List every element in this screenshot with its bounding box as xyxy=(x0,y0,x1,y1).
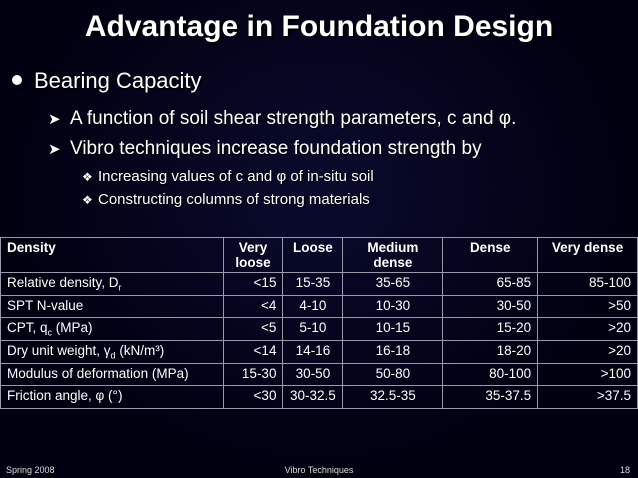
table-cell: >20 xyxy=(538,341,638,364)
table-cell: 32.5-35 xyxy=(343,386,443,409)
table-cell: <4 xyxy=(223,295,283,318)
table-cell: 18-20 xyxy=(443,341,538,364)
table-cell: <30 xyxy=(223,386,283,409)
diamond-bullet-icon: ❖ xyxy=(82,170,93,184)
table-row xyxy=(1,273,638,296)
sub-sub-bullet-text: Increasing values of c and φ of in-situ soil xyxy=(98,168,374,185)
arrow-bullet-icon: ➤ xyxy=(48,141,61,158)
table-cell: <15 xyxy=(223,273,283,296)
table-cell: 5-10 xyxy=(283,318,343,341)
table-header: Loose xyxy=(283,238,343,273)
table-cell: >20 xyxy=(538,318,638,341)
table-cell: <14 xyxy=(223,341,283,364)
density-table xyxy=(0,237,638,409)
sub-sub-bullet-increasing xyxy=(82,168,374,185)
sub-bullet-text: Vibro techniques increase foundation strength by xyxy=(70,138,482,159)
table-row xyxy=(1,341,638,364)
table-cell: 10-15 xyxy=(343,318,443,341)
bullet-bearing-capacity xyxy=(12,68,202,94)
table-row xyxy=(1,318,638,341)
row-label: Dry unit weight, $\gamma_d$ (kN/m³) xyxy=(1,341,224,364)
footer-title: Vibro Techniques xyxy=(284,465,354,475)
table-cell: 85-100 xyxy=(538,273,638,296)
footer-date: Spring 2008 xyxy=(6,465,55,475)
sub-bullet-function xyxy=(48,108,516,130)
table-header: Medium dense xyxy=(343,238,443,273)
table-cell: 15-20 xyxy=(443,318,538,341)
diamond-bullet-icon: ❖ xyxy=(82,193,93,207)
table-row xyxy=(1,363,638,386)
sub-bullet-vibro xyxy=(48,138,482,160)
table-cell: 30-50 xyxy=(443,295,538,318)
row-label: Friction angle, φ (°) xyxy=(1,386,224,409)
table-cell: 15-30 xyxy=(223,363,283,386)
table-cell: 30-32.5 xyxy=(283,386,343,409)
sub-sub-bullet-text: Constructing columns of strong materials xyxy=(98,191,370,208)
row-label: Relative density, $D_r$ xyxy=(1,273,224,296)
table-cell: 50-80 xyxy=(343,363,443,386)
row-label: Modulus of deformation (MPa) xyxy=(1,363,224,386)
table-header: Density xyxy=(1,238,224,273)
table-header: Very loose xyxy=(223,238,283,273)
slide-number: 18 xyxy=(619,465,630,475)
bullet-dot-icon xyxy=(12,75,22,85)
row-label: CPT, $q_c$ (MPa) xyxy=(1,318,224,341)
table-row xyxy=(1,295,638,318)
sub-bullet-text: A function of soil shear strength parameters, c and φ. xyxy=(70,108,517,129)
table-row xyxy=(1,386,638,409)
table-cell: 35-37.5 xyxy=(443,386,538,409)
slide-title: Advantage in Foundation Design xyxy=(84,10,554,43)
table-cell: 10-30 xyxy=(343,295,443,318)
table-cell: >100 xyxy=(538,363,638,386)
table-cell: >37.5 xyxy=(538,386,638,409)
table-cell: 80-100 xyxy=(443,363,538,386)
arrow-bullet-icon: ➤ xyxy=(48,111,61,128)
table-cell: 16-18 xyxy=(343,341,443,364)
table-header-row xyxy=(1,238,638,273)
table-cell: >50 xyxy=(538,295,638,318)
row-label: SPT N-value xyxy=(1,295,224,318)
table-cell: 14-16 xyxy=(283,341,343,364)
table-cell: 65-85 xyxy=(443,273,538,296)
sub-sub-bullet-constructing xyxy=(82,191,370,208)
table-cell: 15-35 xyxy=(283,273,343,296)
table-header: Very dense xyxy=(538,238,638,273)
bullet-text: Bearing Capacity xyxy=(34,68,202,93)
table-cell: <5 xyxy=(223,318,283,341)
table-cell: 4-10 xyxy=(283,295,343,318)
table-cell: 35-65 xyxy=(343,273,443,296)
table-header: Dense xyxy=(443,238,538,273)
table-cell: 30-50 xyxy=(283,363,343,386)
